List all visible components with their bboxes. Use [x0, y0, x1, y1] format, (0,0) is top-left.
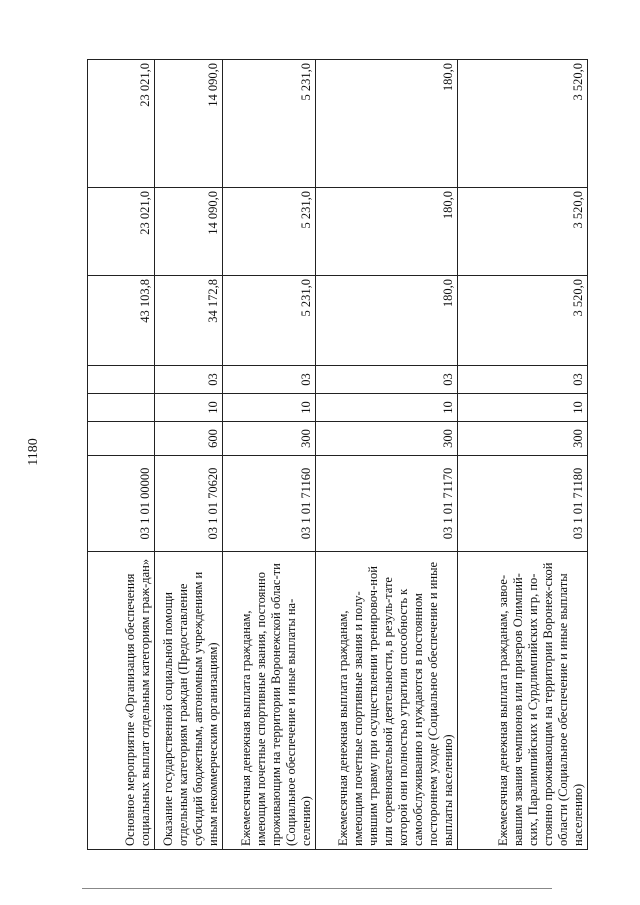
row-sum-3: 180,0: [316, 60, 458, 188]
row-kcsr: 03 1 01 71160: [223, 456, 316, 552]
row-kvr: 300: [223, 422, 316, 456]
row-description: Основное мероприятие «Организация обеспечения социальных выплат отдельным категориям граж-дан»: [88, 552, 155, 850]
row-sum-2: 14 090,0: [155, 188, 223, 276]
row-description: Оказание государственной социальной помощи отдельным категориям граждан (Предоставление субсидий бюджетным, автономным учреждениям и иным некоммерческим организациям): [155, 552, 223, 850]
row-kvr: 300: [458, 422, 588, 456]
row-sum-2: 3 520,0: [458, 188, 588, 276]
row-sum-2: 5 231,0: [223, 188, 316, 276]
row-pr: 03: [155, 366, 223, 394]
row-sum-1: 180,0: [316, 276, 458, 366]
row-rz: 10: [458, 394, 588, 422]
row-pr: 03: [223, 366, 316, 394]
row-rz: 10: [155, 394, 223, 422]
row-description: Ежемесячная денежная выплата гражданам, имеющим почетные спортивные звания, постоянно проживающим на территории Воронежской облас-ти (Социальное обеспечение и иные выплаты на-селению): [223, 552, 316, 850]
row-pr: [88, 366, 155, 394]
row-description: Ежемесячная денежная выплата гражданам, имеющим почетные спортивные звания и полу-чившим травму при осуществлении тренировоч-ной или соревновательной деятельности, в резуль-тате которой они полностью утратили способность к самообслуживанию и нуждаются в постоянном постороннем уходе (Социальное обеспечение и иные выплаты населению): [316, 552, 458, 850]
row-sum-3: 14 090,0: [155, 60, 223, 188]
row-sum-1: 34 172,8: [155, 276, 223, 366]
row-kcsr: 03 1 01 71180: [458, 456, 588, 552]
row-sum-3: 3 520,0: [458, 60, 588, 188]
row-kvr: 600: [155, 422, 223, 456]
row-sum-2: 23 021,0: [88, 188, 155, 276]
row-sum-3: 23 021,0: [88, 60, 155, 188]
row-kcsr: 03 1 01 71170: [316, 456, 458, 552]
row-kcsr: 03 1 01 70620: [155, 456, 223, 552]
row-kvr: 300: [316, 422, 458, 456]
row-sum-1: 43 103,8: [88, 276, 155, 366]
table-row: [88, 60, 155, 850]
table-row: [316, 60, 458, 850]
row-pr: 03: [316, 366, 458, 394]
row-rz: [88, 394, 155, 422]
table-row: [458, 60, 588, 850]
budget-table: [87, 59, 588, 850]
table-row: [155, 60, 223, 850]
row-sum-1: 3 520,0: [458, 276, 588, 366]
row-rz: 10: [316, 394, 458, 422]
row-kcsr: 03 1 01 00000: [88, 456, 155, 552]
page-number: 1180: [26, 438, 41, 466]
row-description: Ежемесячная денежная выплата гражданам, завое-вавшим звания чемпионов или призеров Олимпий-ских, Паралимпийских и Сурдлимпийских игр, по-стоянно проживающим на территории Воронеж-ской области (Социальное обеспечение и иные выплаты населению): [458, 552, 588, 850]
row-rz: 10: [223, 394, 316, 422]
row-sum-3: 5 231,0: [223, 60, 316, 188]
row-pr: 03: [458, 366, 588, 394]
budget-table-rotated: [87, 60, 587, 850]
row-sum-2: 180,0: [316, 188, 458, 276]
row-kvr: [88, 422, 155, 456]
bottom-rule: [82, 888, 552, 889]
row-sum-1: 5 231,0: [223, 276, 316, 366]
table-row: [223, 60, 316, 850]
